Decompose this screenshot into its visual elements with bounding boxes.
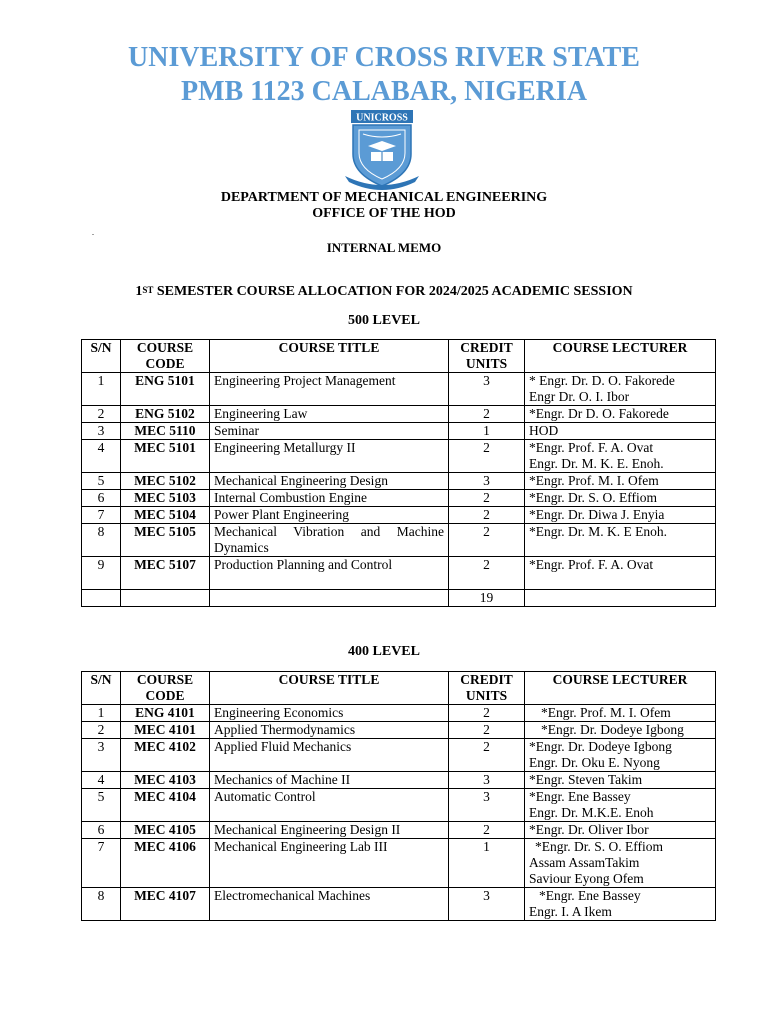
row-sn: 2 — [82, 406, 121, 423]
row-units: 3 — [449, 473, 525, 490]
row-sn: 7 — [82, 507, 121, 524]
table-row — [82, 722, 716, 739]
row-units: 1 — [449, 839, 525, 888]
row-sn: 2 — [82, 722, 121, 739]
row-code: ENG 5102 — [121, 406, 210, 423]
row-code: MEC 4105 — [121, 822, 210, 839]
row-lecturer: *Engr. Dr D. O. Fakorede — [525, 406, 716, 423]
table-header-row — [82, 672, 716, 705]
row-sn: 5 — [82, 789, 121, 822]
col-sn: S/N — [82, 672, 121, 705]
row-units: 2 — [449, 705, 525, 722]
row-title: Mechanical Engineering Design II — [210, 822, 449, 839]
memo-title: INTERNAL MEMO — [326, 240, 442, 255]
row-title: Production Planning and Control — [210, 557, 449, 590]
row-title: Applied Fluid Mechanics — [210, 739, 449, 772]
row-sn: 3 — [82, 739, 121, 772]
table-row — [82, 705, 716, 722]
row-lecturer: *Engr. Ene Bassey Engr. I. A Ikem — [525, 888, 716, 921]
col-credit: CREDIT UNITS — [449, 340, 525, 373]
row-title: Automatic Control — [210, 789, 449, 822]
row-title: Mechanics of Machine II — [210, 772, 449, 789]
row-code: MEC 4101 — [121, 722, 210, 739]
row-code: MEC 5105 — [121, 524, 210, 557]
row-lecturer: *Engr. Dr. Dodeye Igbong — [525, 722, 716, 739]
row-units: 2 — [449, 822, 525, 839]
row-sn: 1 — [82, 705, 121, 722]
row-lecturer: *Engr. Dr. S. O. Effiom — [525, 490, 716, 507]
university-address: PMB 1123 CALABAR, NIGERIA — [180, 76, 588, 107]
row-code: MEC 4103 — [121, 772, 210, 789]
row-code: MEC 5107 — [121, 557, 210, 590]
total-units: 19 — [449, 590, 525, 607]
row-code: MEC 5101 — [121, 440, 210, 473]
row-sn: 5 — [82, 473, 121, 490]
university-crest-logo — [341, 110, 423, 192]
row-sn: 6 — [82, 490, 121, 507]
row-lecturer: *Engr. Prof. F. A. Ovat Engr. Dr. M. K. E. Enoh. — [525, 440, 716, 473]
row-sn: 6 — [82, 822, 121, 839]
row-sn: 4 — [82, 772, 121, 789]
row-code: MEC 5103 — [121, 490, 210, 507]
level-500-heading: 500 LEVEL — [348, 313, 420, 328]
row-code: MEC 4107 — [121, 888, 210, 921]
row-units: 2 — [449, 406, 525, 423]
row-lecturer: *Engr. Dr. Dodeye Igbong Engr. Dr. Oku E. Nyong — [525, 739, 716, 772]
row-lecturer: * Engr. Dr. D. O. Fakorede Engr Dr. O. I. Ibor — [525, 373, 716, 406]
row-units: 1 — [449, 423, 525, 440]
row-title: Engineering Economics — [210, 705, 449, 722]
row-lecturer: *Engr. Prof. M. I. Ofem — [525, 473, 716, 490]
semester-ordinal: ST — [142, 285, 154, 295]
stray-dot: . — [92, 228, 94, 237]
row-title: Engineering Project Management — [210, 373, 449, 406]
row-title: Engineering Metallurgy II — [210, 440, 449, 473]
row-units: 3 — [449, 888, 525, 921]
level-500-table — [81, 339, 716, 607]
row-lecturer: *Engr. Steven Takim — [525, 772, 716, 789]
table-row — [82, 423, 716, 440]
semester-number: 1 — [135, 284, 143, 299]
row-units: 2 — [449, 490, 525, 507]
table-row — [82, 888, 716, 921]
row-units: 2 — [449, 440, 525, 473]
row-title: Seminar — [210, 423, 449, 440]
row-units: 2 — [449, 507, 525, 524]
svg-text:UNICROSS: UNICROSS — [356, 112, 408, 124]
row-units: 2 — [449, 557, 525, 590]
col-title: COURSE TITLE — [210, 340, 449, 373]
row-title: Power Plant Engineering — [210, 507, 449, 524]
semester-text: SEMESTER COURSE ALLOCATION FOR 2024/2025 ACADEMIC SESSION — [153, 284, 633, 299]
row-units: 3 — [449, 772, 525, 789]
table-row — [82, 772, 716, 789]
office-name: OFFICE OF THE HOD — [312, 206, 456, 221]
row-units: 2 — [449, 524, 525, 557]
department-name: DEPARTMENT OF MECHANICAL ENGINEERING — [220, 190, 548, 205]
row-sn: 8 — [82, 524, 121, 557]
table-row — [82, 739, 716, 772]
row-lecturer: *Engr. Dr. Oliver Ibor — [525, 822, 716, 839]
row-title: Applied Thermodynamics — [210, 722, 449, 739]
col-code: COURSE CODE — [121, 672, 210, 705]
university-name: UNIVERSITY OF CROSS RIVER STATE — [128, 42, 640, 73]
table-row — [82, 789, 716, 822]
row-lecturer: HOD — [525, 423, 716, 440]
table-row — [82, 557, 716, 590]
level-400-table — [81, 671, 716, 921]
row-code: ENG 4101 — [121, 705, 210, 722]
row-code: MEC 5102 — [121, 473, 210, 490]
total-row — [82, 590, 716, 607]
row-title: Engineering Law — [210, 406, 449, 423]
row-lecturer: *Engr. Prof. F. A. Ovat — [525, 557, 716, 590]
row-sn: 1 — [82, 373, 121, 406]
table-row — [82, 473, 716, 490]
table-row — [82, 373, 716, 406]
row-sn: 4 — [82, 440, 121, 473]
col-sn: S/N — [82, 340, 121, 373]
row-sn: 8 — [82, 888, 121, 921]
row-units: 3 — [449, 373, 525, 406]
row-lecturer: *Engr. Dr. S. O. Effiom Assam AssamTakim Saviour Eyong Ofem — [525, 839, 716, 888]
table-row — [82, 524, 716, 557]
row-code: MEC 4102 — [121, 739, 210, 772]
row-code: MEC 4106 — [121, 839, 210, 888]
col-credit: CREDIT UNITS — [449, 672, 525, 705]
row-units: 3 — [449, 789, 525, 822]
col-lecturer: COURSE LECTURER — [525, 340, 716, 373]
row-units: 2 — [449, 722, 525, 739]
row-title: Mechanical Vibration and Machine Dynamics — [210, 524, 449, 557]
row-sn: 7 — [82, 839, 121, 888]
col-title: COURSE TITLE — [210, 672, 449, 705]
row-code: ENG 5101 — [121, 373, 210, 406]
row-title: Internal Combustion Engine — [210, 490, 449, 507]
table-row — [82, 406, 716, 423]
row-lecturer: *Engr. Prof. M. I. Ofem — [525, 705, 716, 722]
row-lecturer: *Engr. Dr. M. K. E Enoh. — [525, 524, 716, 557]
row-sn: 9 — [82, 557, 121, 590]
row-title: Electromechanical Machines — [210, 888, 449, 921]
semester-heading — [0, 284, 768, 300]
table-row — [82, 440, 716, 473]
table-row — [82, 839, 716, 888]
table-row — [82, 490, 716, 507]
row-lecturer: *Engr. Ene Bassey Engr. Dr. M.K.E. Enoh — [525, 789, 716, 822]
row-units: 2 — [449, 739, 525, 772]
row-code: MEC 5104 — [121, 507, 210, 524]
table-row — [82, 507, 716, 524]
level-400-heading: 400 LEVEL — [348, 644, 420, 659]
row-code: MEC 4104 — [121, 789, 210, 822]
row-lecturer: *Engr. Dr. Diwa J. Enyia — [525, 507, 716, 524]
col-lecturer: COURSE LECTURER — [525, 672, 716, 705]
row-sn: 3 — [82, 423, 121, 440]
col-code: COURSE CODE — [121, 340, 210, 373]
table-header-row — [82, 340, 716, 373]
row-title: Mechanical Engineering Lab III — [210, 839, 449, 888]
row-title: Mechanical Engineering Design — [210, 473, 449, 490]
table-row — [82, 822, 716, 839]
row-code: MEC 5110 — [121, 423, 210, 440]
